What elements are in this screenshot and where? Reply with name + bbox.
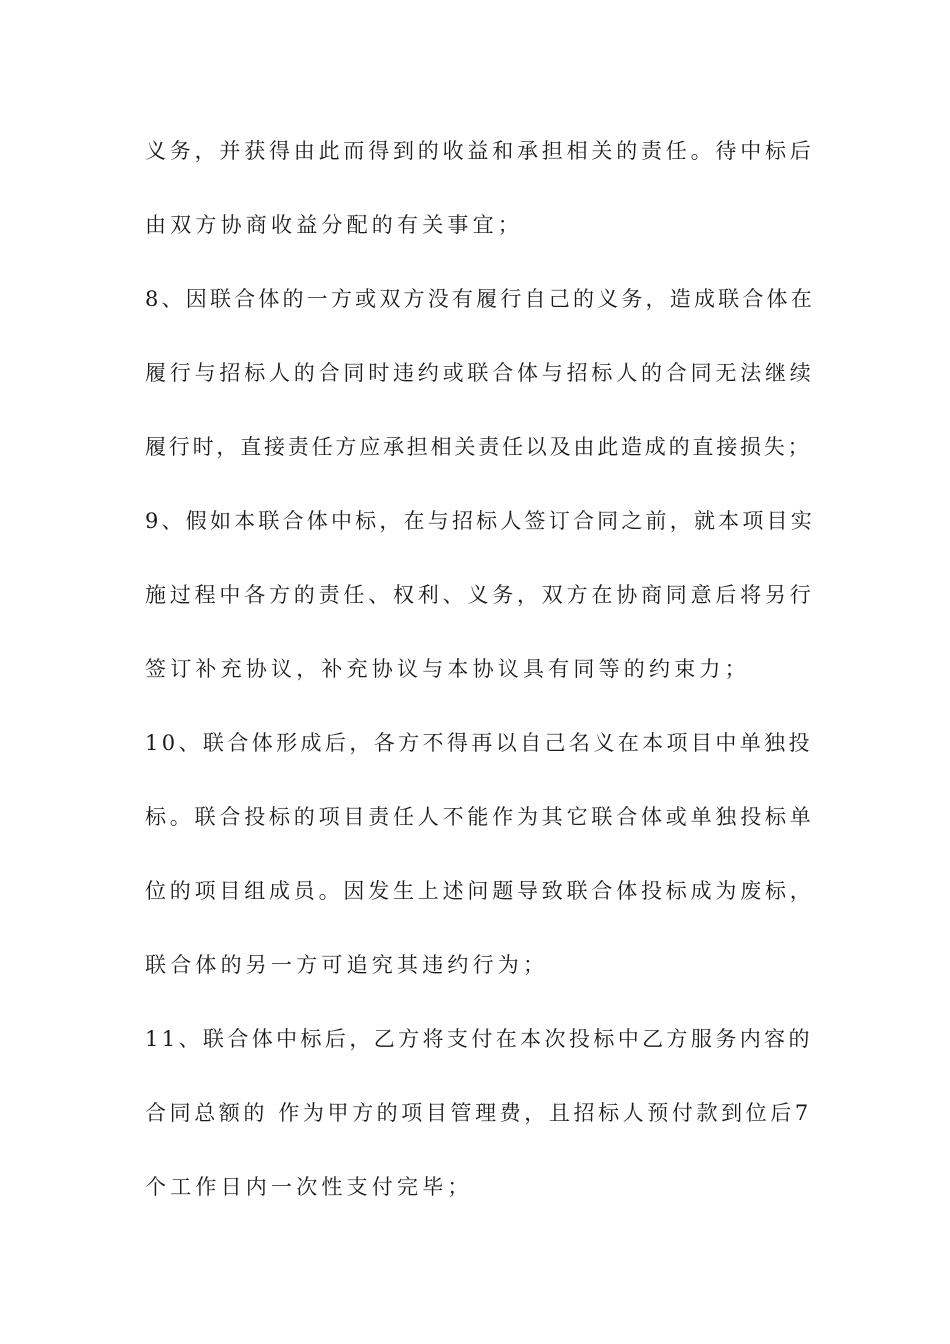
text-line-11: 位的项目组成员。因发生上述问题导致联合体投标成为废标， [145,879,815,903]
text-line-13: 11、联合体中标后，乙方将支付在本次投标中乙方服务内容的 [145,1027,813,1051]
text-line-9: 10、联合体形成后，各方不得再以自己名义在本项目中单独投 [145,731,813,755]
text-line-2: 由双方协商收益分配的有关事宜； [145,213,523,237]
text-line-1: 义务，并获得由此而得到的收益和承担相关的责任。待中标后 [145,139,815,163]
text-line-15: 个工作日内一次性支付完毕； [145,1175,473,1199]
text-line-7: 施过程中各方的责任、权利、义务，双方在协商同意后将另行 [145,583,815,607]
text-line-8: 签订补充协议，补充协议与本协议具有同等的约束力； [145,657,750,681]
text-line-4: 履行与招标人的合同时违约或联合体与招标人的合同无法继续 [145,361,815,385]
text-line-5: 履行时，直接责任方应承担相关责任以及由此造成的直接损失； [145,435,812,459]
text-line-12: 联合体的另一方可追究其违约行为； [145,953,549,977]
text-line-14: 合同总额的 作为甲方的项目管理费，且招标人预付款到位后7 [145,1101,812,1125]
text-line-3: 8、因联合体的一方或双方没有履行自己的义务，造成联合体在 [145,287,815,311]
text-line-10: 标。联合投标的项目责任人不能作为其它联合体或单独投标单 [145,805,815,829]
text-line-6: 9、假如本联合体中标，在与招标人签订合同之前，就本项目实 [145,509,815,533]
